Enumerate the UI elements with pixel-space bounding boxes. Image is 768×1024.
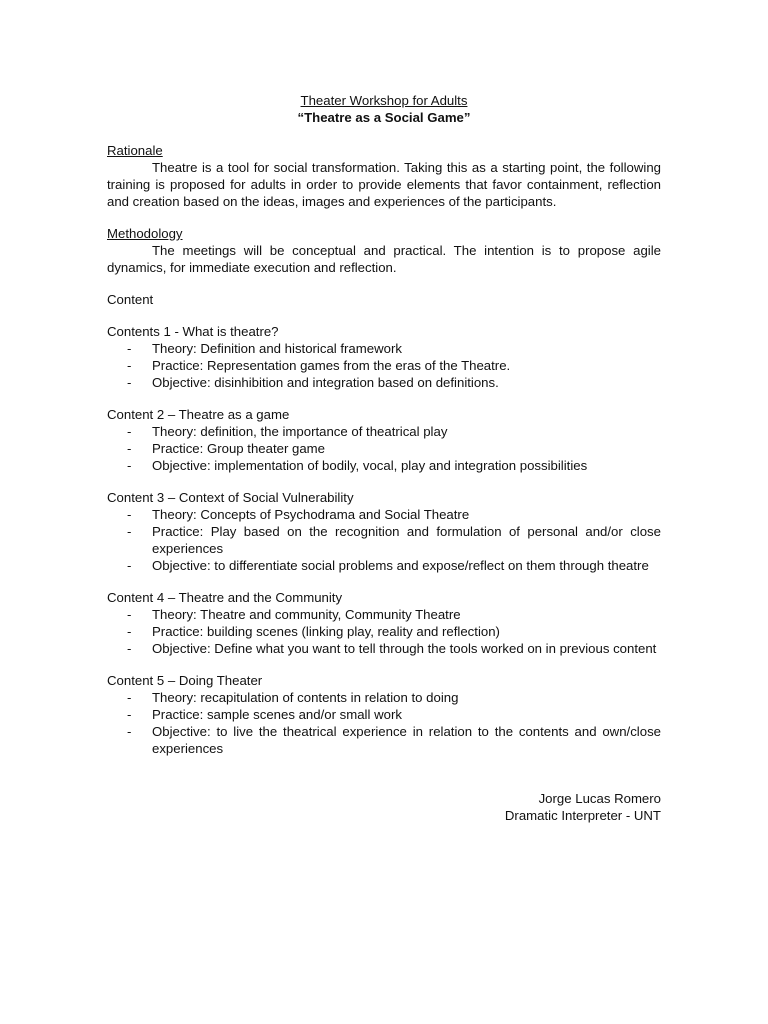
methodology-paragraph: The meetings will be conceptual and practical. The intention is to propose agile dynamics, for immediate execution and reflection. xyxy=(107,243,661,275)
dash-bullet-icon: - xyxy=(127,341,132,356)
list-item xyxy=(107,557,661,574)
list-item-text: Practice: Representation games from the eras of the Theatre. xyxy=(152,358,511,373)
dash-bullet-icon: - xyxy=(127,707,132,722)
list-item xyxy=(107,357,661,374)
list-item-text: Theory: Concepts of Psychodrama and Social Theatre xyxy=(152,507,470,522)
content-section-title: Content 5 – Doing Theater xyxy=(107,673,263,688)
content-section xyxy=(107,323,661,391)
dash-bullet-icon: - xyxy=(127,458,132,473)
list-item-text: Theory: definition, the importance of theatrical play xyxy=(152,424,448,439)
signature-name: Jorge Lucas Romero xyxy=(538,791,661,806)
list-item-text: Theory: Definition and historical framework xyxy=(152,341,402,356)
dash-bullet-icon: - xyxy=(127,607,132,622)
list-item-text: Objective: implementation of bodily, vocal, play and integration possibilities xyxy=(152,458,588,473)
list-item xyxy=(107,506,661,523)
dash-bullet-icon: - xyxy=(127,358,132,373)
dash-bullet-icon: - xyxy=(127,524,132,539)
content-section-title: Contents 1 - What is theatre? xyxy=(107,324,279,339)
list-item xyxy=(107,374,661,391)
content-section-title: Content 4 – Theatre and the Community xyxy=(107,590,343,605)
list-item xyxy=(107,340,661,357)
list-item-text: Objective: to live the theatrical experience in relation to the contents and own/close experiences xyxy=(152,724,661,756)
list-item-text: Practice: Group theater game xyxy=(152,441,325,456)
list-item-text: Objective: to differentiate social problems and expose/reflect on them through theatre xyxy=(152,558,649,573)
list-item-text: Theory: recapitulation of contents in relation to doing xyxy=(152,690,459,705)
list-item-text: Practice: Play based on the recognition and formulation of personal and/or close experiences xyxy=(152,524,661,556)
list-item xyxy=(107,706,661,723)
list-item-text: Objective: disinhibition and integration based on definitions. xyxy=(152,375,499,390)
list-item xyxy=(107,623,661,640)
rationale-paragraph: Theatre is a tool for social transformation. Taking this as a starting point, the following training is proposed for adults in order to provide elements that favor containment, reflection and creation based on the ideas, images and experiences of the participants. xyxy=(107,160,661,209)
content-section-title: Content 2 – Theatre as a game xyxy=(107,407,290,422)
content-section-title: Content 3 – Context of Social Vulnerability xyxy=(107,490,354,505)
rationale-section xyxy=(107,142,661,210)
list-item xyxy=(107,640,661,657)
rationale-heading: Rationale xyxy=(107,143,163,158)
content-section xyxy=(107,489,661,574)
dash-bullet-icon: - xyxy=(127,507,132,522)
dash-bullet-icon: - xyxy=(127,558,132,573)
content-section xyxy=(107,406,661,474)
list-item xyxy=(107,440,661,457)
dash-bullet-icon: - xyxy=(127,690,132,705)
content-item-list xyxy=(107,506,661,574)
dash-bullet-icon: - xyxy=(127,641,132,656)
methodology-section xyxy=(107,225,661,276)
content-item-list xyxy=(107,606,661,657)
dash-bullet-icon: - xyxy=(127,724,132,739)
content-item-list xyxy=(107,689,661,757)
document-title: Theater Workshop for Adults xyxy=(300,93,468,108)
content-section xyxy=(107,589,661,657)
list-item-text: Practice: sample scenes and/or small work xyxy=(152,707,402,722)
dash-bullet-icon: - xyxy=(127,375,132,390)
signature-block xyxy=(107,790,661,824)
list-item-text: Theory: Theatre and community, Community Theatre xyxy=(152,607,461,622)
list-item xyxy=(107,457,661,474)
document-page xyxy=(107,92,661,824)
signature-role: Dramatic Interpreter - UNT xyxy=(504,808,661,823)
contents-list xyxy=(107,323,661,757)
list-item xyxy=(107,606,661,623)
content-item-list xyxy=(107,423,661,474)
list-item xyxy=(107,523,661,557)
content-heading: Content xyxy=(107,292,154,307)
dash-bullet-icon: - xyxy=(127,624,132,639)
list-item-text: Practice: building scenes (linking play, reality and reflection) xyxy=(152,624,500,639)
content-item-list xyxy=(107,340,661,391)
dash-bullet-icon: - xyxy=(127,441,132,456)
list-item xyxy=(107,423,661,440)
dash-bullet-icon: - xyxy=(127,424,132,439)
methodology-heading: Methodology xyxy=(107,226,183,241)
list-item-text: Objective: Define what you want to tell through the tools worked on in previous content xyxy=(152,641,657,656)
list-item xyxy=(107,689,661,706)
list-item xyxy=(107,723,661,757)
content-section xyxy=(107,672,661,757)
document-subtitle: “Theatre as a Social Game” xyxy=(297,110,471,125)
